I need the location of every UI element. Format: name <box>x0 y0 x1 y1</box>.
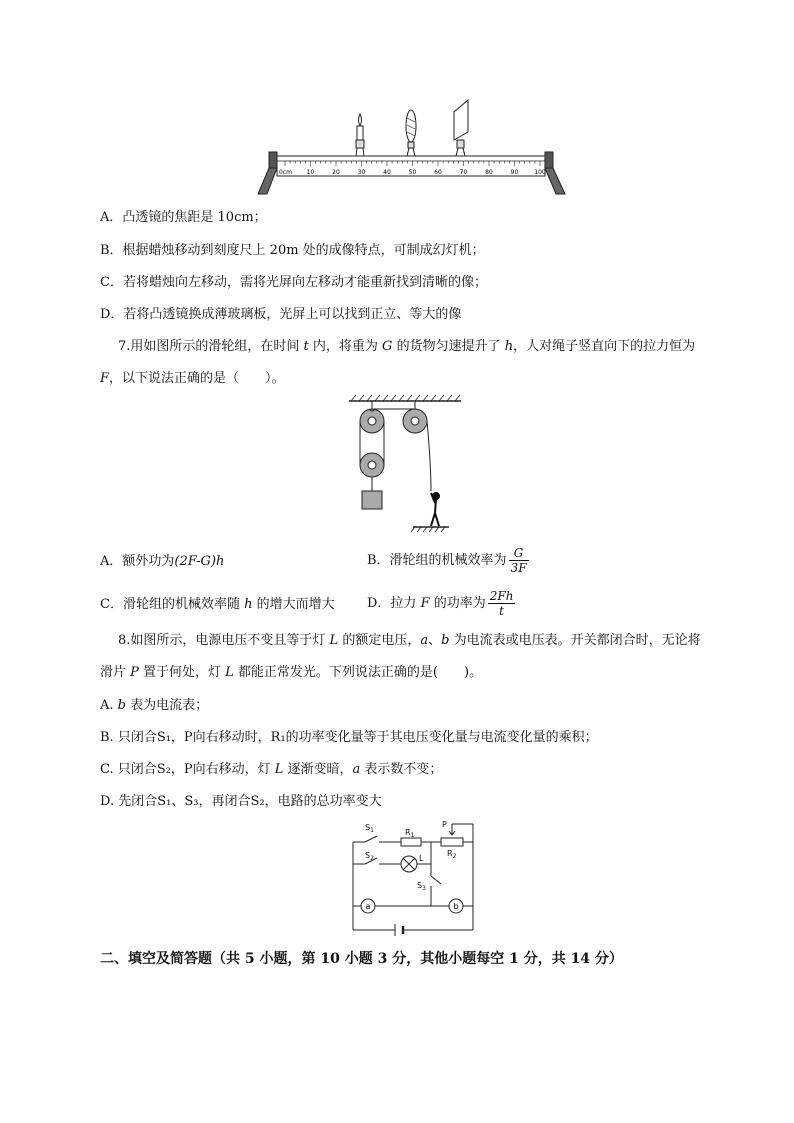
optical-bench-figure <box>255 98 567 198</box>
q8-var-l: L <box>274 762 284 777</box>
ruler-tick-label: 90 <box>510 169 519 176</box>
q6-option-b: B．根据蜡烛移动到刻度尺上 20m 处的成像特点，可制成幻灯机； <box>100 243 485 258</box>
q8-text: 为电流表或电压表。开关都闭合时，无论将 <box>449 633 701 648</box>
q8-text: 的额定电压， <box>338 633 421 648</box>
q7-text: C．滑轮组的机械效率随 <box>100 597 245 612</box>
candle <box>356 114 364 156</box>
q8-text: A. <box>100 698 118 713</box>
q7-var-h: h <box>244 597 253 612</box>
q7-text: ，人对绳子竖直向下的拉力恒为 <box>513 339 696 354</box>
label-r1: $R_1$ <box>405 828 415 839</box>
q8-text: 表为电流表； <box>125 698 209 713</box>
q8-text: 都能正常发光。下列说法正确的是( )。 <box>233 665 483 680</box>
fraction-numerator: 2Fh <box>489 589 514 603</box>
ruler-tick-label: 100 <box>534 169 546 176</box>
label-s1: $S_1$ <box>365 823 374 834</box>
left-end-post <box>269 152 277 168</box>
pulley-figure <box>345 395 465 535</box>
meter-b <box>449 899 463 913</box>
q7-stem-line1 <box>118 338 695 356</box>
q8-var-p: P <box>130 665 139 680</box>
q7-option-b-label: B．滑轮组的机械效率为 <box>367 553 507 568</box>
q8-var-a: a <box>420 633 429 648</box>
fixed-pulley-left <box>360 401 384 433</box>
label-p: P <box>442 820 447 829</box>
q8-text: C. 只闭合S₂，P向右移动，灯 <box>100 762 275 777</box>
meter-a-label: a <box>365 902 371 911</box>
lamp-l <box>401 856 417 872</box>
q7-option-b-fraction <box>509 546 529 575</box>
battery <box>395 924 403 936</box>
load-block <box>362 491 382 509</box>
label-r2: $R_2$ <box>447 849 457 860</box>
right-end-post <box>545 152 553 168</box>
q7-option-d <box>367 588 515 620</box>
ruler-tick-label: 30 <box>357 169 366 176</box>
q7-text: 的增大而增大 <box>252 597 335 612</box>
left-stand <box>258 168 277 194</box>
label-s3: $S_3$ <box>417 881 426 892</box>
q7-var-g: G <box>382 339 393 354</box>
q7-var-t: t <box>303 339 309 354</box>
q8-text: 逐渐变暗， <box>283 762 353 777</box>
q7-text: 的功率为 <box>429 596 486 611</box>
q6-option-d: D．若将凸透镜换成薄玻璃板，光屏上可以找到正立、等大的像 <box>100 307 462 322</box>
q8-stem-line1 <box>118 632 701 650</box>
q7-text: 7.用如图所示的滑轮组，在时间 <box>118 339 304 354</box>
q7-option-a-label: A．额外功为 <box>100 554 175 569</box>
q8-option-a <box>100 697 208 715</box>
q8-text: 表示数不变； <box>360 762 443 777</box>
ruler-tick-label: 40 <box>383 169 391 176</box>
q7-stem-line2 <box>100 370 285 388</box>
q8-text: 置于何处，灯 <box>138 665 226 680</box>
person-figure <box>431 493 439 526</box>
q7-option-a-expr: (2F-G)h <box>174 554 225 569</box>
q7-text: D．拉力 <box>367 596 421 611</box>
q8-var-b: b <box>441 633 450 648</box>
q6-option-a: A．凸透镜的焦距是 10cm； <box>100 210 267 225</box>
ruler-tick-label: 20 <box>332 169 340 176</box>
q7-text: 的货物匀速提升了 <box>392 339 505 354</box>
q7-var-f: F <box>100 371 110 386</box>
circuit-diagram <box>345 818 485 942</box>
q8-var-a: a <box>352 762 361 777</box>
meter-a <box>361 899 375 913</box>
q8-var-l: L <box>225 665 234 680</box>
fixed-pulley-right <box>403 401 427 433</box>
q8-text: 8.如图所示，电源电压不变且等于灯 <box>118 633 330 648</box>
fraction-numerator: G <box>509 546 529 561</box>
ruler-tick-label: 10 <box>306 169 315 176</box>
q8-option-c <box>100 761 442 779</box>
convex-lens <box>406 110 416 156</box>
q7-option-b <box>367 545 529 577</box>
q6-option-c: C．若将蜡烛向左移动，需将光屏向左移动才能重新找到清晰的像； <box>100 275 487 290</box>
label-s2: $S_2$ <box>365 851 374 862</box>
q8-var-b: b <box>117 698 126 713</box>
ruler-tick-label: 60 <box>434 169 442 176</box>
section-2-title: 二、填空及简答题（共 5 小题，第 10 小题 3 分，其他小题每空 1 分，共 14 分） <box>100 951 623 967</box>
q8-option-d: D. 先闭合S₁、S₃，再闭合S₂，电路的总功率变大 <box>100 794 382 809</box>
q7-var-h: h <box>504 339 514 354</box>
ruler-tick-label: 50 <box>408 169 417 176</box>
light-screen <box>454 100 468 156</box>
q7-option-a <box>100 553 224 571</box>
q8-stem-line2 <box>100 664 482 682</box>
ruler-tick-label: 70 <box>459 169 468 176</box>
meter-b-label: b <box>453 902 459 911</box>
q8-text: 滑片 <box>100 665 131 680</box>
fraction-denominator: 3F <box>510 561 527 575</box>
right-stand <box>545 168 565 194</box>
q8-option-b: B. 只闭合S₁，P向右移动时，R₁的功率变化量等于其电压变化量与电流变化量的乘积； <box>100 730 598 745</box>
q7-text: ，以下说法正确的是（ ）。 <box>109 371 285 386</box>
q7-option-d-fraction <box>488 589 516 618</box>
ruler-unit-label: 0cm <box>279 169 292 176</box>
fraction-denominator: t <box>499 604 504 618</box>
ruler-tick-label: 80 <box>485 169 493 176</box>
q8-text: 、 <box>428 633 442 648</box>
rheostat-r2 <box>441 838 463 846</box>
q7-var-f: F <box>420 596 430 611</box>
q8-var-l: L <box>329 633 339 648</box>
q7-option-c <box>100 596 335 614</box>
resistor-r1 <box>401 838 421 846</box>
q7-text: 内，将重为 <box>308 339 383 354</box>
movable-pulley <box>360 453 384 485</box>
label-l: L <box>419 854 424 863</box>
